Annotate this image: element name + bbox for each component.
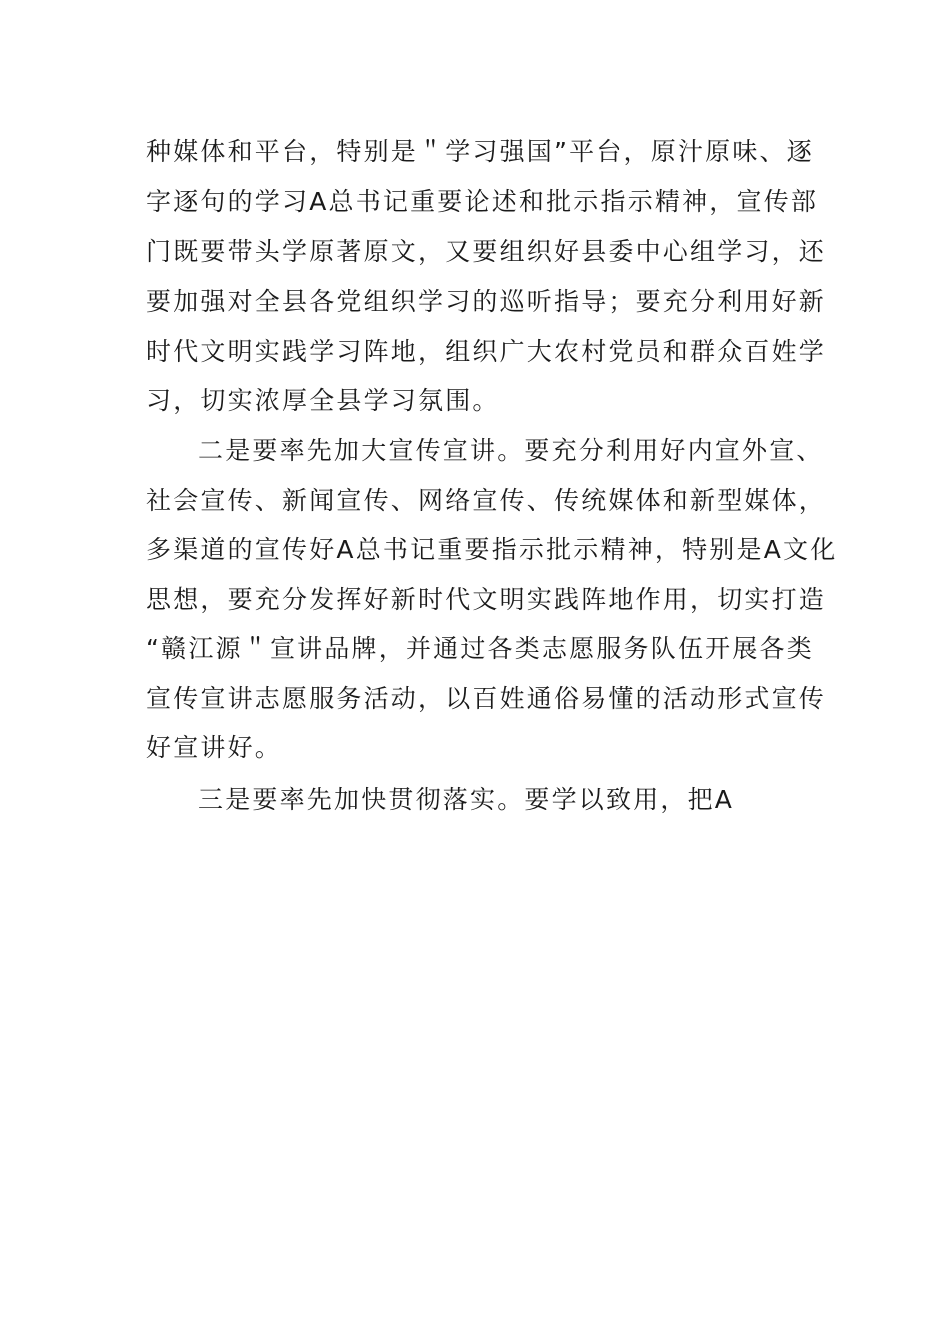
paragraph-line: 思想，要充分发挥好新时代文明实践阵地作用，切实打造 (146, 585, 827, 614)
paragraph-line: 宣传宣讲志愿服务活动，以百姓通俗易懂的活动形式宣传 (146, 684, 827, 713)
paragraph-line: 二是要率先加大宣传宣讲。要充分利用好内宣外宣、 (198, 436, 824, 465)
paragraph-line: 字逐句的学习A总书记重要论述和批示指示精神，宣传部 (146, 187, 819, 216)
paragraph-line: 习，切实浓厚全县学习氛围。 (146, 386, 500, 415)
paragraph-line: 种媒体和平台，特别是＂学习强国”平台，原汁原味、逐 (146, 137, 814, 166)
paragraph-line: 多渠道的宣传好A总书记重要指示批示精神，特别是A文化 (146, 535, 838, 564)
paragraph-line: 好宣讲好。 (146, 733, 283, 762)
paragraph-line: “赣江源＂宣讲品牌，并通过各类志愿服务队伍开展各类 (146, 634, 814, 663)
paragraph-line: 要加强对全县各党组织学习的巡听指导；要充分利用好新 (146, 287, 827, 316)
paragraph-line: 时代文明实践学习阵地，组织广大农村党员和群众百姓学 (146, 337, 827, 366)
paragraph-line: 门既要带头学原著原文，又要组织好县委中心组学习，还 (146, 237, 827, 266)
paragraph-line: 三是要率先加快贯彻落实。要学以致用，把A (198, 785, 735, 814)
paragraph-line: 社会宣传、新闻宣传、网络宣传、传统媒体和新型媒体， (146, 486, 827, 515)
